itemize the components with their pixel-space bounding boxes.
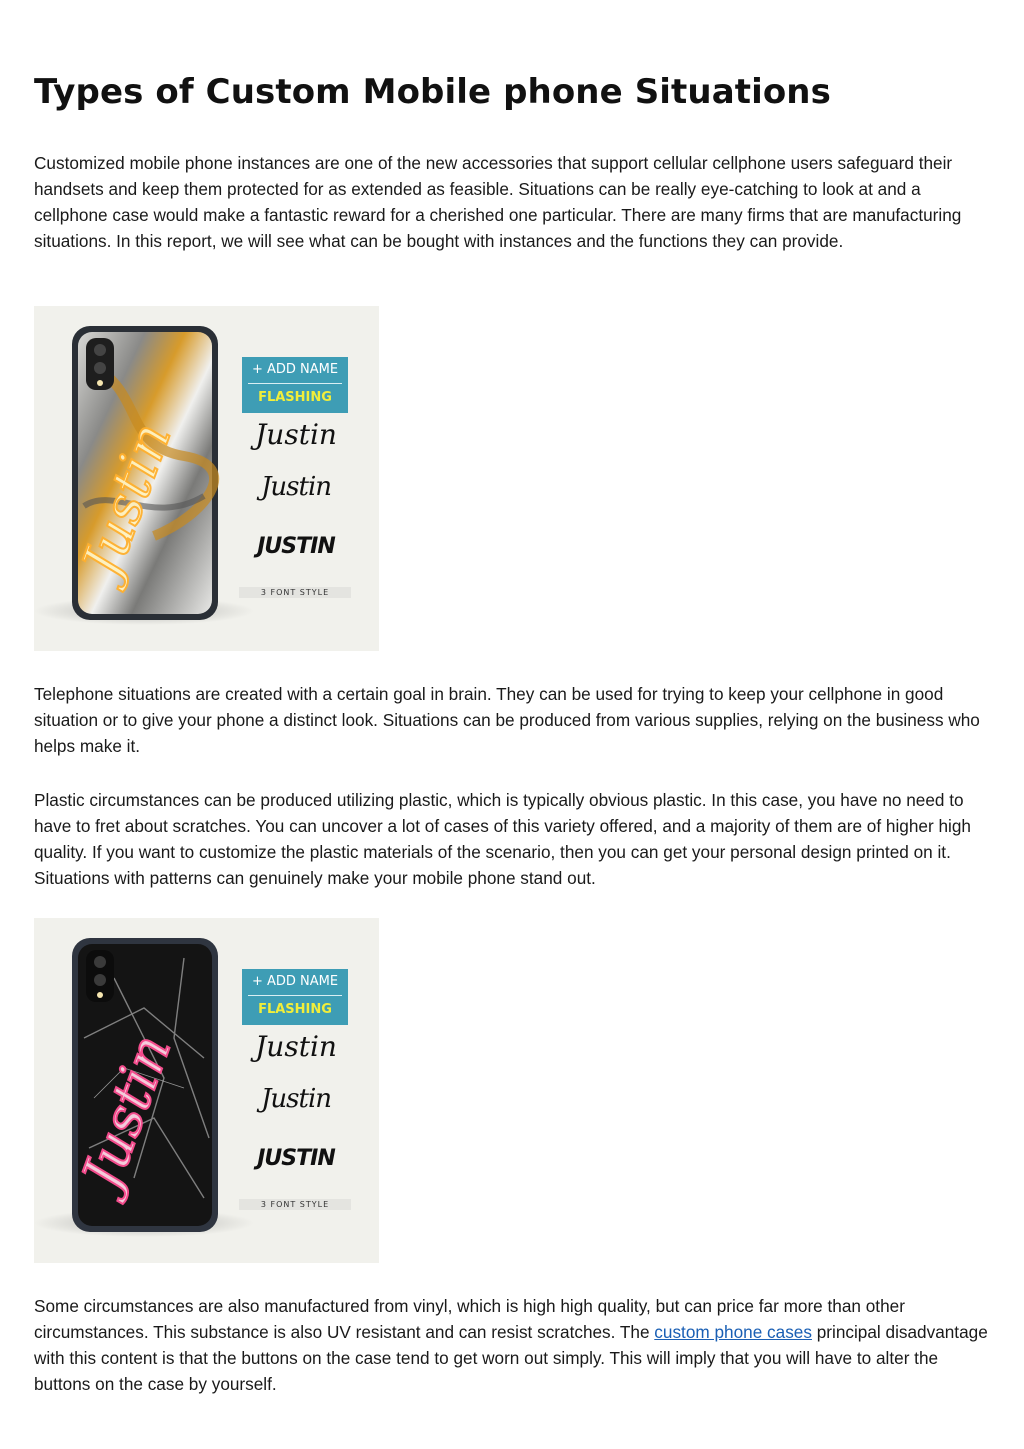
case-name-glow-text: Justin (70, 1026, 184, 1197)
flashing-label: FLASHING (258, 390, 332, 405)
flashing-label: FLASHING (258, 1002, 332, 1017)
paragraph-vinyl-text-end: principal disadvantage with this content is that the buttons on the case tend to get worn out simply. This will imply that you will have to alter the buttons on the case by yourself. (34, 1322, 988, 1394)
font-style-caption: 3 FONT STYLE (239, 587, 351, 598)
paragraph-vinyl-text-start: Some circumstances are also manufactured from vinyl, which is high high quality, but can price far more than other circumstances. This substance is also UV resistant and can resist scratches. The (34, 1296, 905, 1342)
article-title: Types of Custom Mobile phone Situations (34, 72, 831, 112)
font-sample-bold: JUSTIN (257, 534, 335, 559)
paragraph-purpose: Telephone situations are created with a certain goal in brain. They can be used for trying to keep your cellphone in good situation or to give your phone a distinct look. Situations can be produced from various supplies, relying on the business who helps make it. (34, 684, 980, 756)
font-sample-calligraphy: Justin (260, 472, 332, 502)
font-sample-script: Justin (255, 1030, 337, 1063)
font-style-caption: 3 FONT STYLE (239, 1199, 351, 1210)
case-name-glow-text: Justin (70, 414, 184, 585)
product-image-black-marble (34, 918, 379, 1263)
font-sample-calligraphy: Justin (260, 1084, 332, 1114)
custom-phone-cases-link[interactable]: custom phone cases (654, 1322, 812, 1342)
paragraph-plastic: Plastic circumstances can be produced utilizing plastic, which is typically obvious plastic. In this case, you have no need to have to fret about scratches. You can uncover a lot of cases of this variety offered, and a majority of them are of higher high quality. If you want to customize the plastic materials of the scenario, then you can get your personal design printed on it. Situations with patterns can genuinely make your mobile phone stand out. (34, 790, 971, 888)
add-name-badge (242, 969, 348, 1025)
add-name-badge (242, 357, 348, 413)
paragraph-vinyl (34, 1293, 994, 1397)
paragraph-intro: Customized mobile phone instances are one of the new accessories that support cellular cellphone users safeguard their handsets and keep them protected for as extended as feasible. Situations can be really eye-catching to look at and a cellphone case would make a fantastic reward for a cherished one particular. There are many firms that are manufacturing situations. In this report, we will see what can be bought with instances and the functions they can provide. (34, 153, 962, 251)
product-image-gold-marble (34, 306, 379, 651)
font-sample-bold: JUSTIN (257, 1146, 335, 1171)
font-sample-script: Justin (255, 418, 337, 451)
add-name-label: + ADD NAME (248, 357, 342, 384)
add-name-label: + ADD NAME (248, 969, 342, 996)
